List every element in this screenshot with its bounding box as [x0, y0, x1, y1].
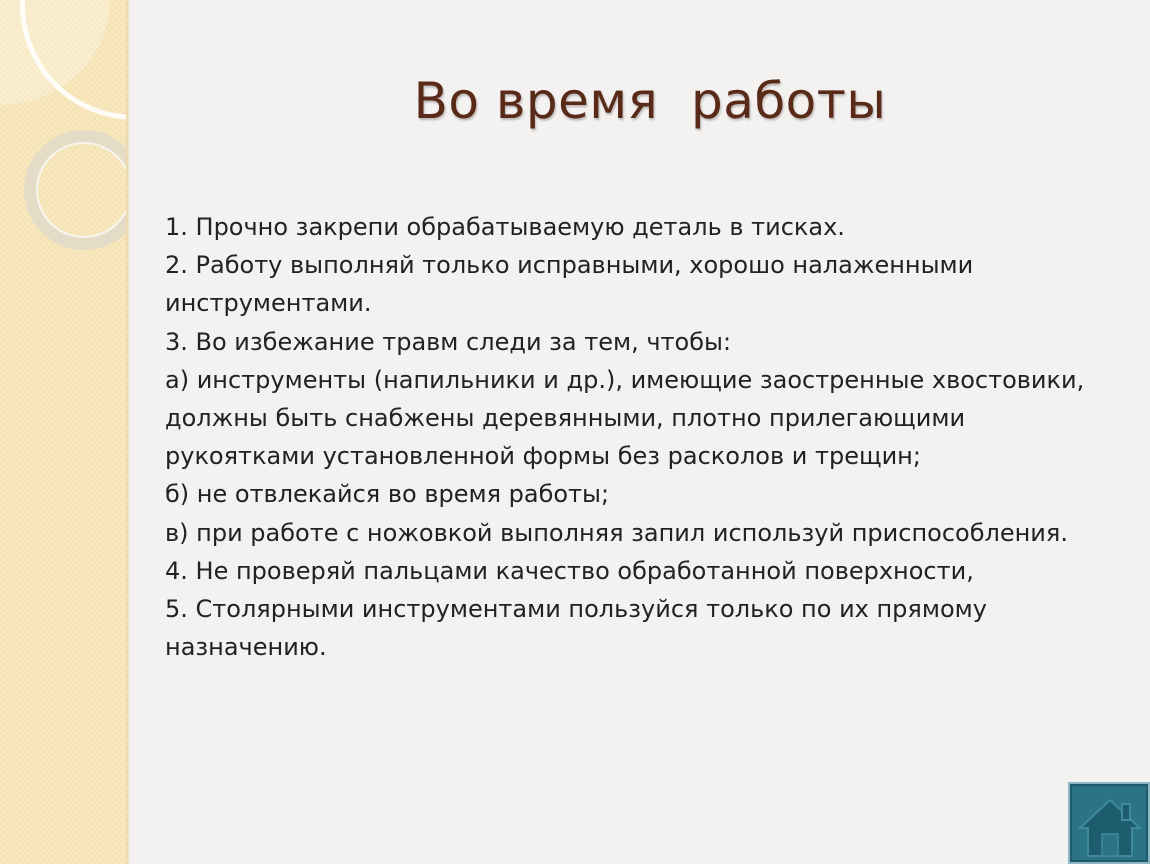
list-item: 3. Во избежание травм следи за тем, чтобы: — [165, 327, 732, 356]
home-icon — [1078, 796, 1142, 858]
list-item: 5. Столярными инструментами пользуйся только по их прямому назначению. — [165, 595, 987, 662]
list-item: а) инструменты (напильники и др.), имеющие заостренные хвостовики, должны быть снабжены деревянными, плотно прилегающими рукоятками установленной формы без расколов и трещин; — [165, 365, 1085, 471]
slide-body — [165, 208, 1105, 666]
decorative-ring-inner — [36, 142, 126, 238]
home-button[interactable] — [1068, 782, 1150, 864]
list-item: 4. Не проверяй пальцами качество обработанной поверхности, — [165, 556, 974, 585]
side-band-edge — [126, 0, 130, 864]
decorative-ring-large — [20, 0, 126, 120]
list-item: в) при работе с ножовкой выполняя запил используй приспособления. — [165, 518, 1068, 547]
slide-title: Во время работы — [413, 72, 887, 130]
list-item: б) не отвлекайся во время работы; — [165, 480, 610, 509]
list-item: 2. Работу выполняй только исправными, хорошо налаженными инструментами. — [165, 251, 974, 318]
decorative-side-band — [0, 0, 126, 864]
list-item: 1. Прочно закрепи обрабатываемую деталь в тисках. — [165, 213, 845, 241]
